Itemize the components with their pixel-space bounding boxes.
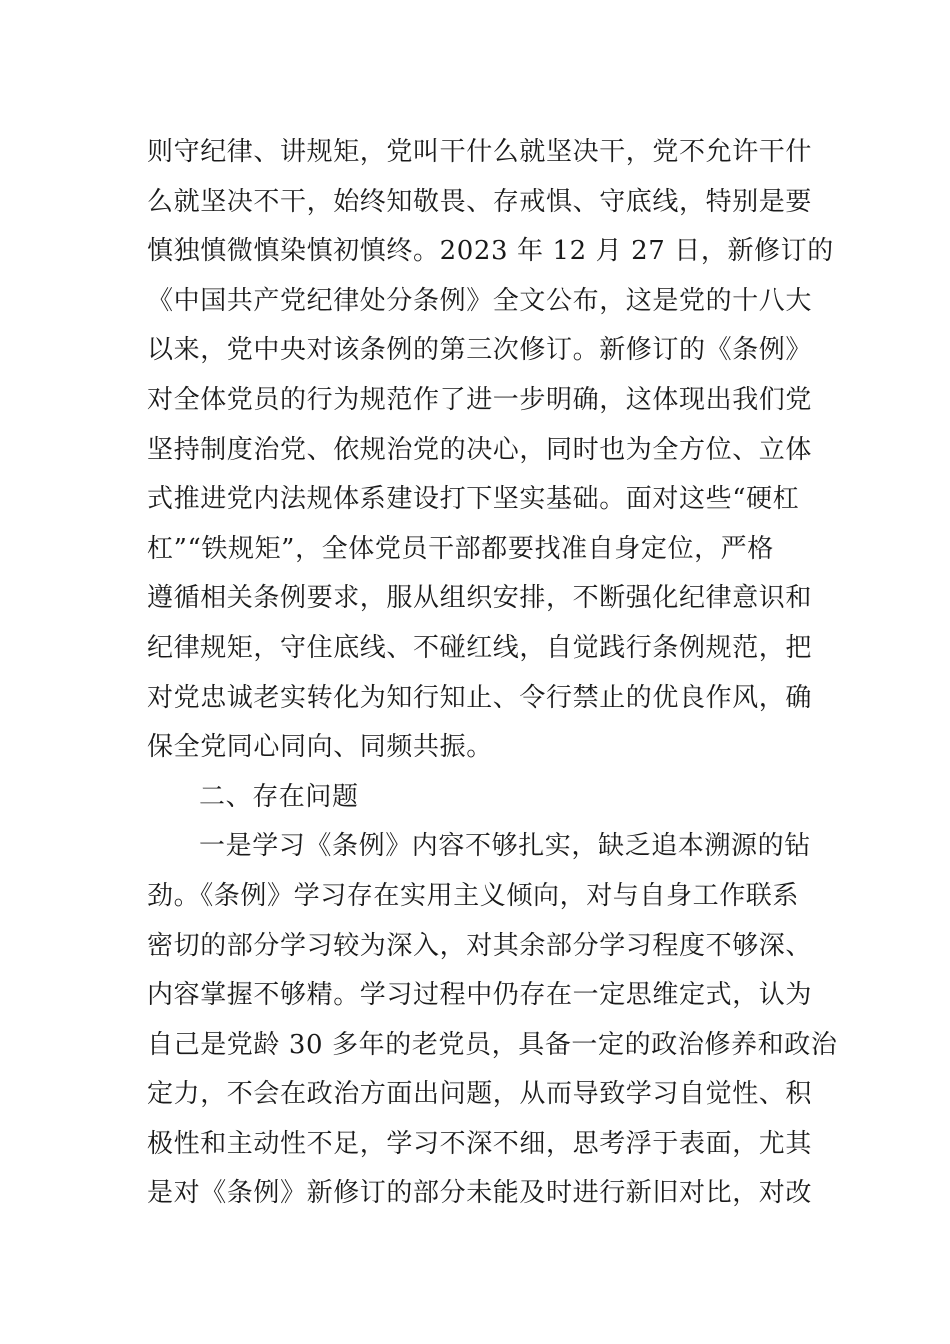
paragraph-line: 自己是党龄 30 多年的老党员，具备一定的政治修养和政治 (147, 1029, 838, 1060)
paragraph-line: 劲。《条例》学习存在实用主义倾向，对与自身工作联系 (147, 880, 800, 911)
paragraph-line: 么就坚决不干，始终知敬畏、存戒惧、守底线，特别是要 (147, 186, 813, 217)
paragraph-line: 对全体党员的行为规范作了进一步明确，这体现出我们党 (147, 384, 813, 415)
paragraph-line: 杠”“铁规矩”，全体党员干部都要找准自身定位，严格 (147, 533, 774, 564)
paragraph-line: 坚持制度治党、依规治党的决心，同时也为全方位、立体 (147, 434, 813, 465)
paragraph-line: 是对《条例》新修订的部分未能及时进行新旧对比，对改 (147, 1178, 813, 1209)
paragraph-line: 以来，党中央对该条例的第三次修订。新修订的《条例》 (147, 335, 813, 366)
paragraph-line: 纪律规矩，守住底线、不碰红线，自觉践行条例规范，把 (147, 632, 813, 663)
paragraph-line: 保全党同心同向、同频共振。 (147, 732, 493, 763)
paragraph-line: 慎独慎微慎染慎初慎终。2023 年 12 月 27 日，新修订的 (147, 236, 834, 267)
paragraph-line: 极性和主动性不足，学习不深不细，思考浮于表面，尤其 (147, 1128, 813, 1159)
paragraph-line: 定力，不会在政治方面出问题，从而导致学习自觉性、积 (147, 1079, 813, 1110)
paragraph-line: 对党忠诚老实转化为知行知止、令行禁止的优良作风，确 (147, 682, 813, 713)
paragraph-line: 一是学习《条例》内容不够扎实，缺乏追本溯源的钻 (199, 831, 811, 862)
paragraph-line: 内容掌握不够精。学习过程中仍存在一定思维定式，认为 (147, 980, 813, 1011)
section-heading: 二、存在问题 (199, 781, 359, 812)
paragraph-line: 式推进党内法规体系建设打下坚实基础。面对这些“硬杠 (147, 484, 800, 515)
paragraph-line: 密切的部分学习较为深入，对其余部分学习程度不够深、 (147, 930, 813, 961)
paragraph-line: 遵循相关条例要求，服从组织安排，不断强化纪律意识和 (147, 583, 813, 614)
paragraph-line: 《中国共产党纪律处分条例》全文公布，这是党的十八大 (147, 285, 813, 316)
paragraph-line: 则守纪律、讲规矩，党叫干什么就坚决干，党不允许干什 (147, 137, 813, 167)
document-body (147, 128, 838, 1219)
